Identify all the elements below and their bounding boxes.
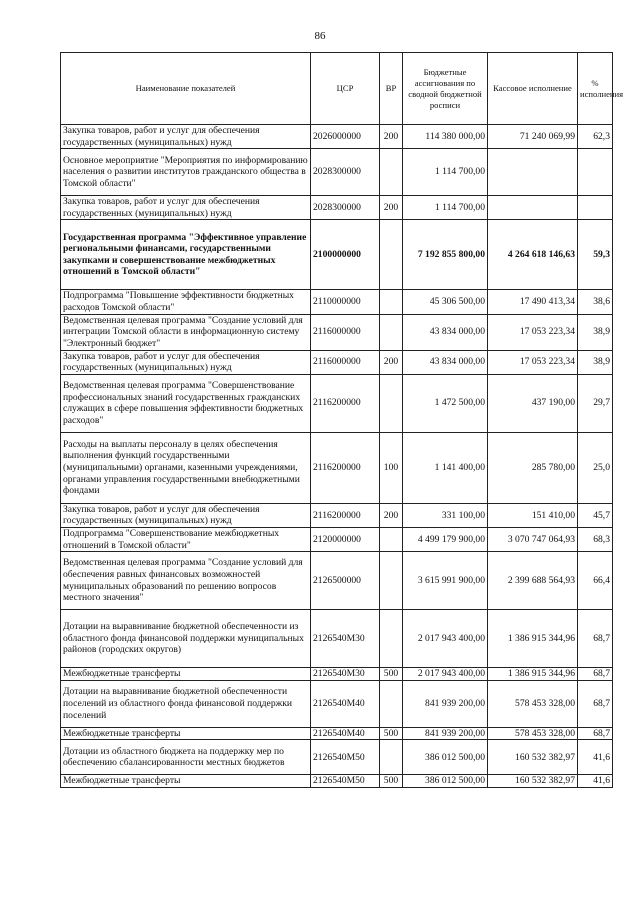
cell-csr: 2116000000 <box>311 314 380 350</box>
cell-percent: 68,7 <box>578 610 613 668</box>
table-row <box>61 610 613 668</box>
cell-execution: 17 053 223,34 <box>488 314 578 350</box>
cell-name: Ведомственная целевая программа "Совершенствование профессиональных знаний государственных гражданских служащих в сфере повышения эффективности бюджетных расходов" <box>61 374 311 432</box>
cell-csr: 2120000000 <box>311 527 380 551</box>
cell-vr: 500 <box>380 727 403 740</box>
header-execution: Кассовое исполнение <box>488 53 578 125</box>
table-row <box>61 740 613 775</box>
cell-percent: 68,3 <box>578 527 613 551</box>
cell-percent: 45,7 <box>578 503 613 527</box>
cell-vr <box>380 374 403 432</box>
cell-allocations: 1 114 700,00 <box>403 196 488 220</box>
cell-percent: 38,6 <box>578 290 613 314</box>
table-row <box>61 668 613 681</box>
header-name: Наименование показателей <box>61 53 311 125</box>
cell-csr: 2126540М30 <box>311 610 380 668</box>
cell-percent: 41,6 <box>578 740 613 775</box>
cell-name: Подпрограмма "Повышение эффективности бюджетных расходов Томской области" <box>61 290 311 314</box>
table-row <box>61 350 613 374</box>
cell-execution: 578 453 328,00 <box>488 680 578 727</box>
cell-name: Дотации на выравнивание бюджетной обеспеченности поселений из областного фонда финансовой поддержки поселений <box>61 680 311 727</box>
table-body <box>61 125 613 788</box>
cell-execution: 160 532 382,97 <box>488 740 578 775</box>
cell-percent: 59,3 <box>578 220 613 290</box>
page-number: 86 <box>314 30 326 42</box>
table-row <box>61 503 613 527</box>
cell-csr: 2126540М40 <box>311 680 380 727</box>
cell-vr <box>380 680 403 727</box>
cell-execution <box>488 149 578 196</box>
table-row <box>61 125 613 149</box>
cell-allocations: 386 012 500,00 <box>403 740 488 775</box>
header-allocations: Бюджетные ассигнования по сводной бюджетной росписи <box>403 53 488 125</box>
cell-vr <box>380 610 403 668</box>
header-percent: % исполнения <box>578 53 613 125</box>
cell-execution: 285 780,00 <box>488 432 578 503</box>
cell-execution: 1 386 915 344,96 <box>488 610 578 668</box>
cell-allocations: 1 114 700,00 <box>403 149 488 196</box>
cell-allocations: 43 834 000,00 <box>403 314 488 350</box>
cell-execution: 71 240 069,99 <box>488 125 578 149</box>
header-vr: ВР <box>380 53 403 125</box>
cell-name: Закупка товаров, работ и услуг для обеспечения государственных (муниципальных) нужд <box>61 196 311 220</box>
cell-vr: 500 <box>380 775 403 788</box>
cell-csr: 2126540М30 <box>311 668 380 681</box>
cell-allocations: 114 380 000,00 <box>403 125 488 149</box>
cell-vr <box>380 220 403 290</box>
table-header-row <box>61 53 613 125</box>
cell-execution: 1 386 915 344,96 <box>488 668 578 681</box>
cell-percent: 41,6 <box>578 775 613 788</box>
cell-execution: 2 399 688 564,93 <box>488 552 578 610</box>
cell-name: Расходы на выплаты персоналу в целях обеспечения выполнения функций государственными (муниципальными) органами, казенными учреждениями, органами управления государственными внебюджетными фондами <box>61 432 311 503</box>
cell-percent: 38,9 <box>578 350 613 374</box>
cell-percent: 68,7 <box>578 680 613 727</box>
cell-name: Дотации из областного бюджета на поддержку мер по обеспечению сбалансированности местных бюджетов <box>61 740 311 775</box>
cell-vr: 200 <box>380 503 403 527</box>
cell-vr <box>380 527 403 551</box>
table-row <box>61 680 613 727</box>
cell-csr: 2126540М50 <box>311 740 380 775</box>
cell-execution: 17 053 223,34 <box>488 350 578 374</box>
budget-execution-table <box>60 52 624 788</box>
table-row <box>61 527 613 551</box>
cell-name: Ведомственная целевая программа "Создание условий для интеграции Томской области в информационную систему "Электронный бюджет" <box>61 314 311 350</box>
cell-percent: 68,7 <box>578 668 613 681</box>
cell-allocations: 45 306 500,00 <box>403 290 488 314</box>
cell-percent: 25,0 <box>578 432 613 503</box>
cell-percent: 66,4 <box>578 552 613 610</box>
cell-name: Межбюджетные трансферты <box>61 727 311 740</box>
cell-csr: 2126540М40 <box>311 727 380 740</box>
cell-allocations: 1 472 500,00 <box>403 374 488 432</box>
cell-percent <box>578 149 613 196</box>
cell-allocations: 2 017 943 400,00 <box>403 610 488 668</box>
cell-vr: 200 <box>380 125 403 149</box>
cell-percent: 29,7 <box>578 374 613 432</box>
cell-csr: 2116000000 <box>311 350 380 374</box>
cell-percent <box>578 196 613 220</box>
cell-vr: 200 <box>380 350 403 374</box>
cell-name: Закупка товаров, работ и услуг для обеспечения государственных (муниципальных) нужд <box>61 125 311 149</box>
cell-vr: 100 <box>380 432 403 503</box>
cell-allocations: 43 834 000,00 <box>403 350 488 374</box>
cell-percent: 38,9 <box>578 314 613 350</box>
cell-vr <box>380 552 403 610</box>
cell-execution: 578 453 328,00 <box>488 727 578 740</box>
cell-name: Межбюджетные трансферты <box>61 775 311 788</box>
cell-name: Основное мероприятие "Мероприятия по информированию населения о развитии институтов гражданского общества в Томской области" <box>61 149 311 196</box>
cell-allocations: 331 100,00 <box>403 503 488 527</box>
cell-csr: 2116200000 <box>311 432 380 503</box>
table-row <box>61 432 613 503</box>
table-row <box>61 552 613 610</box>
cell-execution: 4 264 618 146,63 <box>488 220 578 290</box>
cell-execution: 160 532 382,97 <box>488 775 578 788</box>
cell-allocations: 1 141 400,00 <box>403 432 488 503</box>
cell-execution: 151 410,00 <box>488 503 578 527</box>
cell-name: Закупка товаров, работ и услуг для обеспечения государственных (муниципальных) нужд <box>61 503 311 527</box>
cell-csr: 2116200000 <box>311 503 380 527</box>
cell-vr <box>380 290 403 314</box>
cell-execution: 3 070 747 064,93 <box>488 527 578 551</box>
cell-csr: 2126500000 <box>311 552 380 610</box>
cell-name: Межбюджетные трансферты <box>61 668 311 681</box>
cell-execution <box>488 196 578 220</box>
cell-name: Государственная программа "Эффективное управление региональными финансами, государственными закупками и совершенствование межбюджетных отношений в Томской области" <box>61 220 311 290</box>
cell-vr: 500 <box>380 668 403 681</box>
cell-csr: 2116200000 <box>311 374 380 432</box>
table-row <box>61 220 613 290</box>
cell-name: Ведомственная целевая программа "Создание условий для обеспечения равных финансовых возможностей муниципальных образований по решению вопросов местного значения" <box>61 552 311 610</box>
cell-csr: 2028300000 <box>311 149 380 196</box>
cell-execution: 437 190,00 <box>488 374 578 432</box>
table-row <box>61 290 613 314</box>
cell-allocations: 7 192 855 800,00 <box>403 220 488 290</box>
cell-name: Закупка товаров, работ и услуг для обеспечения государственных (муниципальных) нужд <box>61 350 311 374</box>
cell-csr: 2100000000 <box>311 220 380 290</box>
table-row <box>61 149 613 196</box>
cell-allocations: 3 615 991 900,00 <box>403 552 488 610</box>
cell-allocations: 4 499 179 900,00 <box>403 527 488 551</box>
cell-execution: 17 490 413,34 <box>488 290 578 314</box>
cell-csr: 2026000000 <box>311 125 380 149</box>
table-row <box>61 775 613 788</box>
cell-vr <box>380 314 403 350</box>
cell-csr: 2110000000 <box>311 290 380 314</box>
cell-vr <box>380 149 403 196</box>
cell-allocations: 841 939 200,00 <box>403 680 488 727</box>
cell-csr: 2028300000 <box>311 196 380 220</box>
cell-name: Дотации на выравнивание бюджетной обеспеченности из областного фонда финансовой поддержки муниципальных районов (городских округов) <box>61 610 311 668</box>
cell-vr <box>380 740 403 775</box>
cell-allocations: 2 017 943 400,00 <box>403 668 488 681</box>
cell-percent: 62,3 <box>578 125 613 149</box>
cell-percent: 68,7 <box>578 727 613 740</box>
header-csr: ЦСР <box>311 53 380 125</box>
table-row <box>61 374 613 432</box>
cell-csr: 2126540М50 <box>311 775 380 788</box>
table-row <box>61 314 613 350</box>
table-row <box>61 727 613 740</box>
cell-name: Подпрограмма "Совершенствование межбюджетных отношений в Томской области" <box>61 527 311 551</box>
cell-allocations: 386 012 500,00 <box>403 775 488 788</box>
cell-allocations: 841 939 200,00 <box>403 727 488 740</box>
table-row <box>61 196 613 220</box>
cell-vr: 200 <box>380 196 403 220</box>
